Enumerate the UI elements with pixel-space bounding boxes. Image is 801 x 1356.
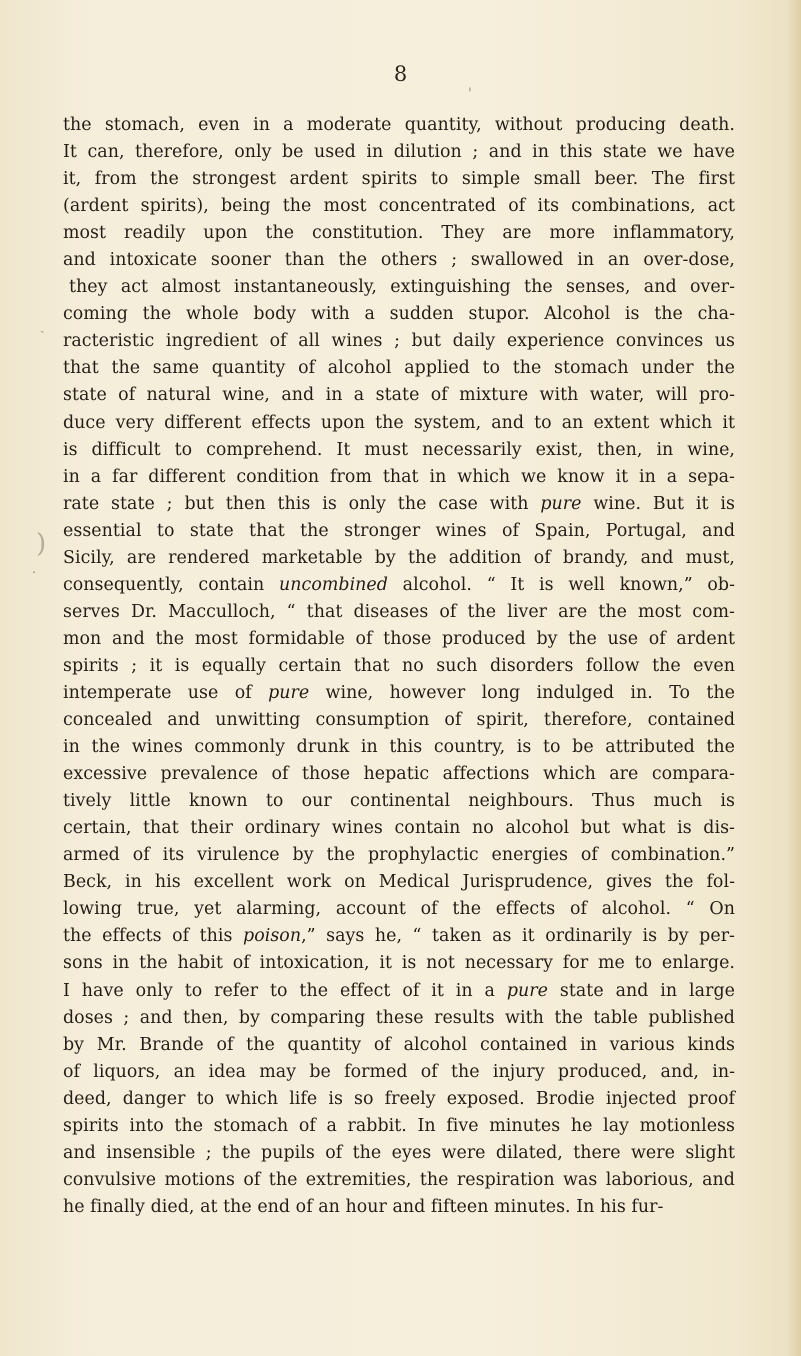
text-line: he finally died, at the end of an hour and fifteen minutes. In his fur- xyxy=(63,1196,664,1217)
text-line: state of natural wine, and in a state of mixture with water, will pro- xyxy=(63,385,735,406)
margin-mark-tick: ˎ xyxy=(40,318,45,334)
margin-mark-dot: . xyxy=(32,562,37,577)
text-line: by Mr. Brande of the quantity of alcohol contained in various kinds xyxy=(63,1034,735,1055)
text-line: coming the whole body with a sudden stupor. Alcohol is the cha- xyxy=(63,304,735,325)
text-line: doses ; and then, by comparing these results with the table published xyxy=(63,1007,735,1028)
text-line: It can, therefore, only be used in dilution ; and in this state we have xyxy=(63,142,735,163)
page-number: 8 xyxy=(393,62,408,86)
text-line: spirits into the stomach of a rabbit. In five minutes he lay motionless xyxy=(63,1115,735,1136)
text-line: most readily upon the constitution. They are more inflammatory, xyxy=(63,223,735,244)
text-line: duce very different effects upon the system, and to an extent which it xyxy=(63,412,735,433)
text-line: Sicily, are rendered marketable by the addition of brandy, and must, xyxy=(63,547,735,568)
text-line: racteristic ingredient of all wines ; but daily experience convinces us xyxy=(63,331,735,352)
text-line: and intoxicate sooner than the others ; swallowed in an over-dose, xyxy=(63,250,735,271)
margin-mark-paren: ) xyxy=(36,529,47,559)
text-line: the stomach, even in a moderate quantity, without producing death. xyxy=(63,115,735,135)
text-line: consequently, contain uncombined alcohol. “ It is well known,” ob- xyxy=(63,574,735,595)
text-line: serves Dr. Macculloch, “ that diseases of the liver are the most com- xyxy=(63,601,735,622)
text-line: armed of its virulence by the prophylactic energies of combination.” xyxy=(63,845,735,866)
text-line: Beck, in his excellent work on Medical Jurisprudence, gives the fol- xyxy=(63,872,735,893)
text-line: it, from the strongest ardent spirits to simple small beer. The first xyxy=(63,169,735,190)
text-line: tively little known to our continental neighbours. Thus much is xyxy=(63,791,735,812)
text-line: (ardent spirits), being the most concentrated of its combinations, act xyxy=(63,196,735,217)
text-line: I have only to refer to the effect of it in a pure state and in large xyxy=(63,980,735,1001)
text-line: and insensible ; the pupils of the eyes were dilated, there were slight xyxy=(63,1142,735,1163)
margin-mark-apostrophe: ' xyxy=(468,86,472,102)
text-line: deed, danger to which life is so freely exposed. Brodie injected proof xyxy=(63,1088,735,1109)
text-line: that the same quantity of alcohol applied to the stomach under the xyxy=(63,358,735,379)
text-line: rate state ; but then this is only the case with pure wine. But it is xyxy=(63,493,735,514)
text-line: lowing true, yet alarming, account of the effects of alcohol. “ On xyxy=(63,899,735,920)
text-line: spirits ; it is equally certain that no such disorders follow the even xyxy=(63,655,735,676)
text-line: excessive prevalence of those hepatic affections which are compara- xyxy=(63,764,735,785)
text-line: intemperate use of pure wine, however long indulged in. To the xyxy=(63,682,735,703)
page-edge-shadow xyxy=(787,0,801,1356)
text-line: certain, that their ordinary wines contain no alcohol but what is dis- xyxy=(63,818,735,839)
text-line: in the wines commonly drunk in this country, is to be attributed the xyxy=(63,737,735,758)
text-line: essential to state that the stronger wines of Spain, Portugal, and xyxy=(63,520,735,541)
text-line: they act almost instantaneously, extinguishing the senses, and over- xyxy=(69,277,735,298)
body-text xyxy=(63,112,735,1221)
text-line: convulsive motions of the extremities, the respiration was laborious, and xyxy=(63,1169,735,1190)
text-line: the effects of this poison,” says he, “ taken as it ordinarily is by per- xyxy=(63,926,735,947)
text-line: mon and the most formidable of those produced by the use of ardent xyxy=(63,628,735,649)
text-line: is difficult to comprehend. It must necessarily exist, then, in wine, xyxy=(63,439,735,460)
text-line: concealed and unwitting consumption of spirit, therefore, contained xyxy=(63,710,735,731)
text-line: of liquors, an idea may be formed of the injury produced, and, in- xyxy=(63,1061,735,1082)
text-line: sons in the habit of intoxication, it is not necessary for me to enlarge. xyxy=(63,953,735,974)
text-line: in a far different condition from that in which we know it in a sepa- xyxy=(63,466,735,487)
